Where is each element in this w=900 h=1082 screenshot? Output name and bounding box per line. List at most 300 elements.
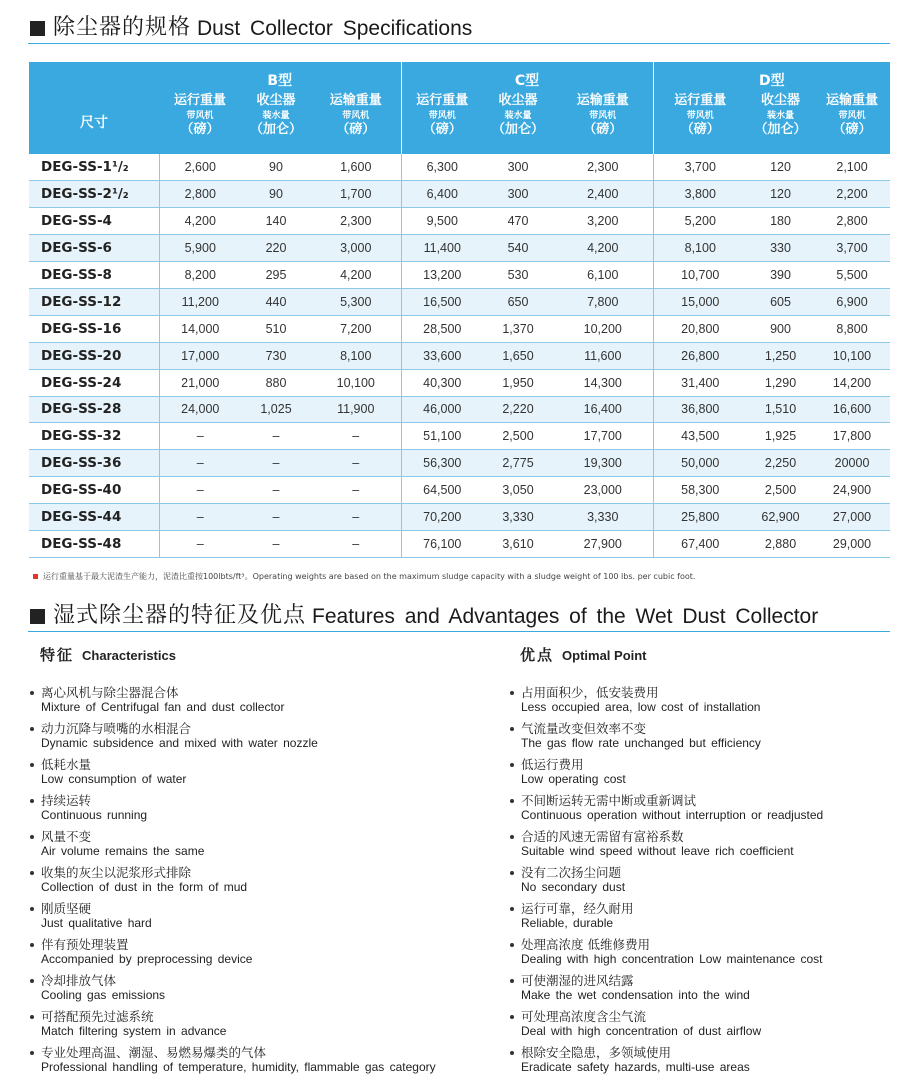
value-cell: 880 (241, 369, 311, 396)
value-cell: 3,330 (483, 504, 553, 531)
bullet-dot-icon (510, 1015, 514, 1019)
item-text-en: Dealing with high concentration Low maintenance cost (521, 952, 823, 966)
value-cell: 4,200 (553, 235, 653, 262)
square-bullet-icon (30, 21, 45, 36)
value-cell: 2,400 (553, 181, 653, 208)
bullet-dot-icon (30, 727, 34, 731)
item-text-cn: 可处理高浓度含尘气流 (521, 1009, 647, 1024)
group-header-b: B型 (159, 62, 401, 92)
value-cell: – (311, 504, 401, 531)
value-cell: 1,700 (311, 181, 401, 208)
size-header-spacer (29, 62, 159, 92)
value-cell: – (311, 477, 401, 504)
model-cell: DEG-SS-40 (29, 477, 159, 504)
subcol-header-l3: （加仑） (249, 122, 302, 138)
value-cell: 23,000 (553, 477, 653, 504)
value-cell: 3,700 (653, 154, 747, 181)
value-cell: 470 (483, 208, 553, 235)
value-cell: 300 (483, 154, 553, 181)
subcol-header-l2: 装水量 (262, 110, 290, 121)
value-cell: 510 (241, 315, 311, 342)
item-text-en: Eradicate safety hazards, multi-use areas (521, 1060, 750, 1074)
value-cell: 20000 (814, 450, 890, 477)
bullet-dot-icon (30, 979, 34, 983)
characteristics-heading-en: Characteristics (82, 648, 176, 663)
value-cell: 14,300 (553, 369, 653, 396)
model-cell: DEG-SS-12 (29, 288, 159, 315)
value-cell: 330 (747, 235, 814, 262)
value-cell: 7,800 (553, 288, 653, 315)
subcol-header-l1: 运输重量 (329, 93, 382, 108)
bullet-dot-icon (30, 835, 34, 839)
value-cell: 6,300 (401, 154, 483, 181)
bullet-dot-icon (510, 1051, 514, 1055)
table-row (29, 288, 890, 315)
subcol-header (483, 92, 553, 154)
model-cell: DEG-SS-2¹/₂ (29, 181, 159, 208)
subcol-header-l3: （磅） (832, 122, 872, 138)
table-row (29, 504, 890, 531)
value-cell: 51,100 (401, 423, 483, 450)
value-cell: 605 (747, 288, 814, 315)
value-cell: 6,400 (401, 181, 483, 208)
model-cell: DEG-SS-6 (29, 235, 159, 262)
table-row (29, 423, 890, 450)
spec-section-title (30, 10, 472, 41)
value-cell: 4,200 (311, 262, 401, 289)
spec-title-rule (28, 43, 890, 44)
bullet-dot-icon (510, 907, 514, 911)
subcol-header-l3: （磅） (422, 122, 462, 138)
item-text-en: Low operating cost (521, 772, 626, 786)
bullet-dot-icon (510, 799, 514, 803)
characteristics-list (30, 685, 490, 1081)
bullet-dot-icon (510, 943, 514, 947)
item-text-cn: 刚质坚硬 (41, 901, 92, 916)
subcol-header-l2: 装水量 (504, 110, 532, 121)
advantages-heading-en: Optimal Point (562, 648, 647, 663)
model-cell: DEG-SS-24 (29, 369, 159, 396)
square-bullet-icon (30, 609, 45, 624)
subcol-header (311, 92, 401, 154)
group-header-d: D型 (653, 62, 890, 92)
item-text-en: Cooling gas emissions (41, 988, 166, 1002)
item-text-en: Continuous operation without interruption or readjusted (521, 808, 824, 822)
value-cell: 5,300 (311, 288, 401, 315)
subcol-header-l1: 运行重量 (173, 93, 226, 108)
value-cell: 62,900 (747, 504, 814, 531)
advantages-heading (510, 644, 890, 665)
bullet-dot-icon (510, 727, 514, 731)
list-item (510, 721, 890, 757)
subcol-header (159, 92, 241, 154)
characteristics-heading (30, 644, 490, 665)
item-text-en: Dynamic subsidence and mixed with water nozzle (41, 736, 318, 750)
value-cell: 11,400 (401, 235, 483, 262)
item-text-en: Less occupied area, low cost of installation (521, 700, 761, 714)
item-text-cn: 持续运转 (41, 793, 92, 808)
value-cell: 1,950 (483, 369, 553, 396)
value-cell: 17,800 (814, 423, 890, 450)
value-cell: 20,800 (653, 315, 747, 342)
value-cell: 2,800 (814, 208, 890, 235)
item-text-en: Suitable wind speed without leave rich coefficient (521, 844, 794, 858)
subcol-header-l3: （磅） (680, 122, 720, 138)
subcol-header-l2: 带风机 (589, 110, 617, 121)
subcol-header (747, 92, 814, 154)
subcol-header (814, 92, 890, 154)
value-cell: 16,500 (401, 288, 483, 315)
value-cell: 76,100 (401, 530, 483, 557)
value-cell: 21,000 (159, 369, 241, 396)
value-cell: – (311, 530, 401, 557)
features-title-cn: 湿式除尘器的特征及优点 (53, 603, 307, 628)
value-cell: 650 (483, 288, 553, 315)
item-text-en: Accompanied by preprocessing device (41, 952, 253, 966)
value-cell: 8,100 (311, 342, 401, 369)
list-item (30, 1045, 490, 1081)
subcol-header-l2: 带风机 (342, 110, 370, 121)
value-cell: 1,290 (747, 369, 814, 396)
value-cell: – (241, 530, 311, 557)
item-text-cn: 可搭配预先过滤系统 (41, 1009, 154, 1024)
features-section-title (30, 598, 818, 629)
value-cell: – (159, 530, 241, 557)
value-cell: 7,200 (311, 315, 401, 342)
value-cell: 6,900 (814, 288, 890, 315)
bullet-dot-icon (30, 691, 34, 695)
value-cell: 31,400 (653, 369, 747, 396)
value-cell: 3,000 (311, 235, 401, 262)
value-cell: 70,200 (401, 504, 483, 531)
table-row (29, 181, 890, 208)
value-cell: 2,800 (159, 181, 241, 208)
value-cell: 1,510 (747, 396, 814, 423)
value-cell: 10,100 (311, 369, 401, 396)
item-text-en: No secondary dust (521, 880, 626, 894)
subcol-header-l1: 运行重量 (416, 93, 469, 108)
subcol-header-l1: 收尘器 (256, 93, 296, 108)
value-cell: – (311, 423, 401, 450)
table-row (29, 396, 890, 423)
subcol-header-l1: 收尘器 (761, 93, 801, 108)
table-row (29, 342, 890, 369)
item-text-en: Deal with high concentration of dust airflow (521, 1024, 762, 1038)
bullet-dot-icon (30, 871, 34, 875)
item-text-cn: 冷却排放气体 (41, 973, 117, 988)
subcol-header-l1: 运输重量 (576, 93, 629, 108)
item-text-en: The gas flow rate unchanged but efficiency (521, 736, 761, 750)
item-text-cn: 占用面积少，低安装费用 (521, 685, 659, 700)
value-cell: 64,500 (401, 477, 483, 504)
value-cell: 15,000 (653, 288, 747, 315)
model-cell: DEG-SS-28 (29, 396, 159, 423)
value-cell: 28,500 (401, 315, 483, 342)
subcol-header-l2: 带风机 (838, 110, 866, 121)
value-cell: 300 (483, 181, 553, 208)
value-cell: 67,400 (653, 530, 747, 557)
model-cell: DEG-SS-8 (29, 262, 159, 289)
value-cell: 25,800 (653, 504, 747, 531)
item-text-cn: 伴有预处理装置 (41, 937, 129, 952)
list-item (30, 937, 490, 973)
characteristics-heading-cn: 特征 (40, 646, 75, 664)
value-cell: – (241, 477, 311, 504)
item-text-en: Mixture of Centrifugal fan and dust collector (41, 700, 285, 714)
value-cell: 530 (483, 262, 553, 289)
value-cell: 16,600 (814, 396, 890, 423)
value-cell: – (241, 423, 311, 450)
subcol-header-l2: 带风机 (686, 110, 714, 121)
value-cell: 2,500 (747, 477, 814, 504)
size-header: 尺寸 (29, 92, 159, 154)
item-text-cn: 处理高浓度 低维修费用 (521, 937, 650, 952)
value-cell: 120 (747, 181, 814, 208)
subcol-header (653, 92, 747, 154)
value-cell: 10,200 (553, 315, 653, 342)
subcol-header-l1: 运行重量 (674, 93, 727, 108)
subcol-header-l3: （磅） (583, 122, 623, 138)
item-text-en: Reliable, durable (521, 916, 614, 930)
item-text-cn: 风量不变 (41, 829, 92, 844)
list-item (30, 721, 490, 757)
item-text-cn: 不间断运转无需中断或重新调试 (521, 793, 697, 808)
value-cell: 3,700 (814, 235, 890, 262)
list-item (30, 973, 490, 1009)
value-cell: 140 (241, 208, 311, 235)
value-cell: – (159, 504, 241, 531)
group-header-c: C型 (401, 62, 653, 92)
item-text-cn: 运行可靠，经久耐用 (521, 901, 634, 916)
value-cell: 2,300 (311, 208, 401, 235)
list-item (510, 757, 890, 793)
value-cell: 2,880 (747, 530, 814, 557)
value-cell: 9,500 (401, 208, 483, 235)
value-cell: 180 (747, 208, 814, 235)
value-cell: 2,250 (747, 450, 814, 477)
list-item (30, 865, 490, 901)
list-item (510, 937, 890, 973)
bullet-dot-icon (510, 979, 514, 983)
value-cell: 36,800 (653, 396, 747, 423)
spec-title-en: Dust Collector Specifications (197, 17, 473, 40)
features-title-rule (28, 631, 890, 632)
subcol-header (553, 92, 653, 154)
model-cell: DEG-SS-16 (29, 315, 159, 342)
item-text-en: Continuous running (41, 808, 148, 822)
value-cell: 390 (747, 262, 814, 289)
value-cell: 3,330 (553, 504, 653, 531)
table-row (29, 235, 890, 262)
item-text-cn: 合适的风速无需留有富裕系数 (521, 829, 684, 844)
table-row (29, 262, 890, 289)
item-text-en: Just qualitative hard (41, 916, 152, 930)
bullet-dot-icon (510, 691, 514, 695)
item-text-cn: 没有二次扬尘问题 (521, 865, 622, 880)
value-cell: 6,100 (553, 262, 653, 289)
bullet-dot-icon (30, 763, 34, 767)
item-text-en: Collection of dust in the form of mud (41, 880, 248, 894)
red-square-bullet-icon (33, 574, 38, 579)
bullet-dot-icon (30, 799, 34, 803)
value-cell: 19,300 (553, 450, 653, 477)
subcol-header-l3: （加仑） (754, 122, 807, 138)
item-text-cn: 低运行费用 (521, 757, 584, 772)
bullet-dot-icon (30, 1015, 34, 1019)
model-cell: DEG-SS-44 (29, 504, 159, 531)
subcol-header-l3: （磅） (180, 122, 220, 138)
list-item (510, 973, 890, 1009)
value-cell: – (311, 450, 401, 477)
bullet-dot-icon (510, 871, 514, 875)
subcol-header-l3: （磅） (336, 122, 376, 138)
value-cell: 16,400 (553, 396, 653, 423)
subcol-header (241, 92, 311, 154)
item-text-en: Professional handling of temperature, humidity, flammable gas category (41, 1060, 436, 1074)
footnote (33, 571, 695, 582)
item-text-cn: 气流量改变但效率不变 (521, 721, 647, 736)
list-item (30, 1009, 490, 1045)
value-cell: 56,300 (401, 450, 483, 477)
table-row (29, 315, 890, 342)
value-cell: 40,300 (401, 369, 483, 396)
value-cell: 1,250 (747, 342, 814, 369)
item-text-cn: 专业处理高温、潮湿、易燃易爆类的气体 (41, 1045, 267, 1060)
list-item (510, 1045, 890, 1081)
value-cell: 11,600 (553, 342, 653, 369)
value-cell: 2,300 (553, 154, 653, 181)
value-cell: 33,600 (401, 342, 483, 369)
subcol-header-l1: 收尘器 (498, 93, 538, 108)
value-cell: 1,370 (483, 315, 553, 342)
value-cell: 50,000 (653, 450, 747, 477)
value-cell: 8,200 (159, 262, 241, 289)
item-text-cn: 收集的灰尘以泥浆形式排除 (41, 865, 192, 880)
subcol-header-l2: 装水量 (767, 110, 795, 121)
value-cell: 1,650 (483, 342, 553, 369)
value-cell: 3,610 (483, 530, 553, 557)
value-cell: 14,000 (159, 315, 241, 342)
spec-table (29, 62, 890, 558)
value-cell: – (159, 423, 241, 450)
subcol-header (401, 92, 483, 154)
bullet-dot-icon (30, 907, 34, 911)
features-title-en: Features and Advantages of the Wet Dust Collector (312, 605, 819, 628)
item-text-en: Low consumption of water (41, 772, 187, 786)
value-cell: 1,025 (241, 396, 311, 423)
list-item (30, 829, 490, 865)
value-cell: 1,925 (747, 423, 814, 450)
value-cell: 295 (241, 262, 311, 289)
value-cell: 90 (241, 154, 311, 181)
value-cell: 17,700 (553, 423, 653, 450)
item-text-cn: 根除安全隐患，多领域使用 (521, 1045, 672, 1060)
value-cell: 220 (241, 235, 311, 262)
value-cell: 3,800 (653, 181, 747, 208)
value-cell: 24,000 (159, 396, 241, 423)
value-cell: 4,200 (159, 208, 241, 235)
footnote-text: 运行重量基于最大泥渣生产能力，泥渣比重按100lbts/ft³。Operating weights are based on the maximum sludge capacity with a sludge weight of 100 lbs. per cubic foot. (43, 572, 696, 581)
value-cell: 10,700 (653, 262, 747, 289)
characteristics-column (30, 644, 490, 1081)
advantages-list (510, 685, 890, 1081)
advantages-column (510, 644, 890, 1081)
table-row (29, 477, 890, 504)
value-cell: 5,200 (653, 208, 747, 235)
value-cell: 900 (747, 315, 814, 342)
item-text-cn: 低耗水量 (41, 757, 92, 772)
subcol-header-l3: （加仑） (491, 122, 544, 138)
list-item (510, 1009, 890, 1045)
value-cell: – (159, 450, 241, 477)
value-cell: 2,200 (814, 181, 890, 208)
model-cell: DEG-SS-36 (29, 450, 159, 477)
list-item (510, 865, 890, 901)
list-item (510, 793, 890, 829)
value-cell: 120 (747, 154, 814, 181)
value-cell: 27,900 (553, 530, 653, 557)
value-cell: 1,600 (311, 154, 401, 181)
value-cell: 14,200 (814, 369, 890, 396)
value-cell: 540 (483, 235, 553, 262)
model-cell: DEG-SS-32 (29, 423, 159, 450)
item-text-en: Make the wet condensation into the wind (521, 988, 750, 1002)
item-text-cn: 动力沉降与喷嘴的水相混合 (41, 721, 192, 736)
list-item (510, 829, 890, 865)
list-item (30, 901, 490, 937)
value-cell: – (241, 504, 311, 531)
value-cell: 27,000 (814, 504, 890, 531)
table-row (29, 208, 890, 235)
model-cell: DEG-SS-48 (29, 530, 159, 557)
value-cell: 43,500 (653, 423, 747, 450)
spec-title-cn: 除尘器的规格 (53, 15, 192, 40)
list-item (30, 757, 490, 793)
advantages-heading-cn: 优点 (520, 646, 555, 664)
table-row (29, 369, 890, 396)
value-cell: 26,800 (653, 342, 747, 369)
list-item (30, 793, 490, 829)
value-cell: 10,100 (814, 342, 890, 369)
table-row (29, 530, 890, 557)
value-cell: 46,000 (401, 396, 483, 423)
list-item (510, 685, 890, 721)
value-cell: 2,220 (483, 396, 553, 423)
item-text-en: Match filtering system in advance (41, 1024, 227, 1038)
value-cell: 440 (241, 288, 311, 315)
list-item (30, 685, 490, 721)
value-cell: 29,000 (814, 530, 890, 557)
table-row (29, 450, 890, 477)
value-cell: 2,600 (159, 154, 241, 181)
value-cell: – (241, 450, 311, 477)
value-cell: 2,500 (483, 423, 553, 450)
value-cell: 730 (241, 342, 311, 369)
model-cell: DEG-SS-4 (29, 208, 159, 235)
value-cell: 13,200 (401, 262, 483, 289)
subcol-header-l1: 运输重量 (826, 93, 879, 108)
bullet-dot-icon (510, 835, 514, 839)
value-cell: 3,200 (553, 208, 653, 235)
value-cell: 11,200 (159, 288, 241, 315)
value-cell: 11,900 (311, 396, 401, 423)
value-cell: 58,300 (653, 477, 747, 504)
value-cell: 17,000 (159, 342, 241, 369)
value-cell: 5,500 (814, 262, 890, 289)
value-cell: 90 (241, 181, 311, 208)
model-cell: DEG-SS-20 (29, 342, 159, 369)
value-cell: 2,100 (814, 154, 890, 181)
